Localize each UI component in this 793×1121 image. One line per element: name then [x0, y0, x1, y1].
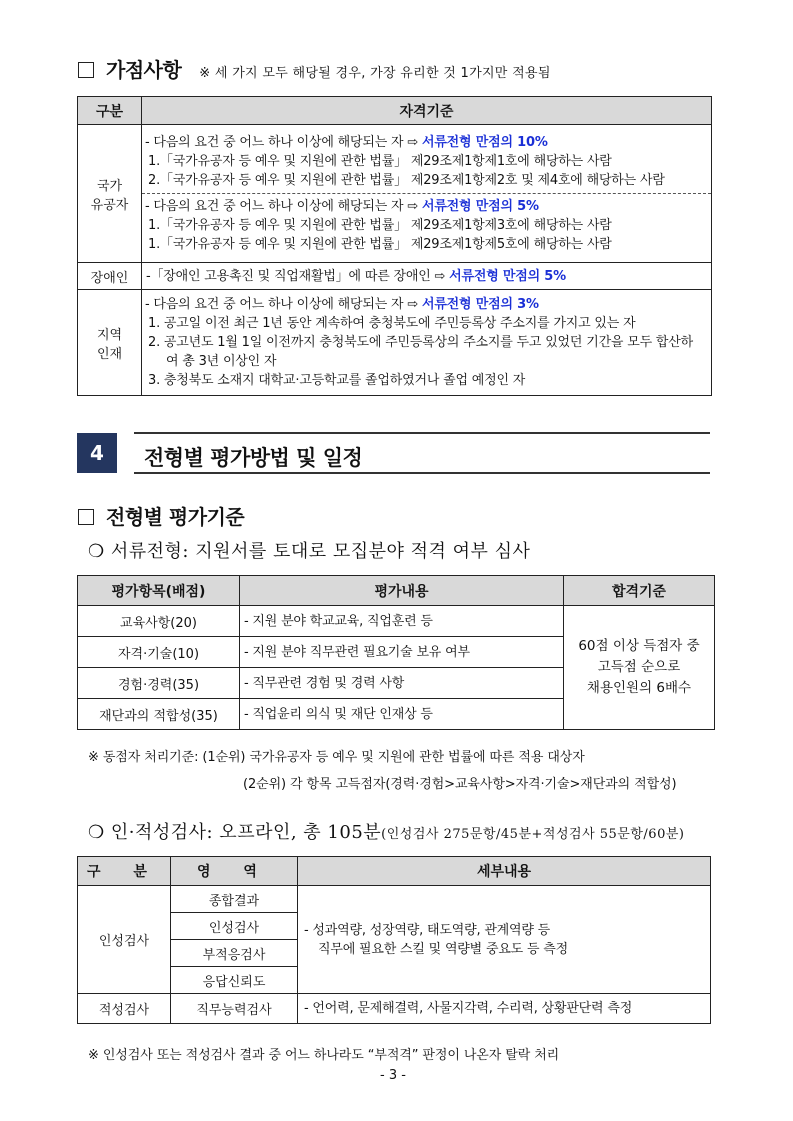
section-number-badge: 4 [77, 433, 117, 473]
tie-note-1: ※ 동점자 처리기준: (1순위) 국가유공자 등 예우 및 지원에 관한 법률에 따른 적용 대상자 [88, 750, 585, 765]
bonus-title: 가점사항 [106, 58, 182, 82]
personality-area: 인성검사 [171, 913, 298, 940]
criteria-content: - 지원 분야 학교교육, 직업훈련 등 [240, 606, 564, 637]
veteran-block1-item: 1.「국가유공자 등 예우 및 지원에 관한 법률」 제29조제1항제1호에 해당하는 사람 [148, 154, 612, 169]
disabled-criteria: -「장애인 고용촉진 및 직업재활법」에 따른 장애인 ⇨ 서류전형 만점의 5% [142, 263, 712, 290]
doc-screening-line: ❍ 서류전형: 지원서를 토대로 모집분야 적격 여부 심사 [88, 541, 531, 562]
section-bottom-rule [134, 472, 710, 474]
veteran-block2-item: 1.「국가유공자 등 예우 및 지원에 관한 법률」 제29조제1항제5호에 해당하는 사람 [148, 237, 612, 252]
local-score: 서류전형 만점의 3% [421, 297, 539, 312]
criteria-header-item: 평가항목(배점) [78, 576, 240, 606]
veteran-criteria [142, 125, 712, 263]
veteran-label: 국가 유공자 [78, 125, 142, 263]
personality-area: 부적응검사 [171, 940, 298, 967]
criteria-item: 경험·경력(35) [78, 668, 240, 699]
criteria-content: - 직업윤리 의식 및 재단 인재상 등 [240, 699, 564, 730]
personality-detail: - 성과역량, 성장역량, 태도역량, 관계역량 등 직무에 필요한 스킬 및 역량별 중요도 등 측정 [298, 886, 711, 994]
veteran-block1-score: 서류전형 만점의 10% [421, 135, 548, 150]
aptitude-header-detail: 세부내용 [298, 857, 711, 886]
checkbox-square-icon [78, 62, 94, 78]
criteria-header-content: 평가내용 [240, 576, 564, 606]
criteria-content: - 지원 분야 직무관련 필요기술 보유 여부 [240, 637, 564, 668]
criteria-header-pass: 합격기준 [564, 576, 715, 606]
bonus-note: ※ 세 가지 모두 해당될 경우, 가장 유리한 것 1가지만 적용됨 [199, 66, 551, 81]
section-top-rule [134, 432, 710, 434]
veteran-block1-lead: - 다음의 요건 중 어느 하나 이상에 해당되는 자 ⇨ 서류전형 만점의 10% [145, 135, 548, 150]
aptitude-area: 직무능력검사 [171, 994, 298, 1024]
bonus-header-criteria: 자격기준 [142, 97, 712, 125]
aptitude-table [77, 856, 711, 1024]
criteria-title: 전형별 평가기준 [106, 505, 245, 529]
aptitude-header-area: 영 역 [171, 857, 298, 886]
criteria-heading [78, 501, 244, 530]
veteran-block2-item: 1.「국가유공자 등 예우 및 지원에 관한 법률」 제29조제1항제3호에 해당하는 사람 [148, 218, 612, 233]
bonus-heading [78, 54, 551, 83]
veteran-block1-item: 2.「국가유공자 등 예우 및 지원에 관한 법률」 제29조제1항제2호 및 제4호에 해당하는 사람 [148, 173, 665, 188]
criteria-item: 자격·기술(10) [78, 637, 240, 668]
tie-note-2: (2순위) 각 항목 고득점자(경력·경험>교육사항>자격·기술>재단과의 적합성) [243, 777, 677, 792]
aptitude-label: 적성검사 [78, 994, 171, 1024]
page-number: - 3 - [380, 1068, 406, 1083]
personality-label: 인성검사 [78, 886, 171, 994]
pass-criteria: 60점 이상 득점자 중 고득점 순으로 채용인원의 6배수 [564, 606, 715, 730]
criteria-content: - 직무관련 경험 및 경력 사항 [240, 668, 564, 699]
personality-area: 종합결과 [171, 886, 298, 913]
doc-screening-table [77, 575, 715, 730]
local-item: 2. 공고년도 1월 1일 이전까지 충청북도에 주민등록상의 주소지를 두고 있었던 기간을 모두 합산하여 총 3년 이상인 자 [148, 335, 693, 369]
veteran-block2-lead: - 다음의 요건 중 어느 하나 이상에 해당되는 자 ⇨ 서류전형 만점의 5% [145, 199, 539, 214]
personality-area: 응답신뢰도 [171, 967, 298, 994]
bonus-table [77, 96, 712, 396]
local-criteria [142, 290, 712, 396]
local-label: 지역 인재 [78, 290, 142, 396]
veteran-block2-score: 서류전형 만점의 5% [421, 199, 539, 214]
criteria-item: 교육사항(20) [78, 606, 240, 637]
disabled-label: 장애인 [78, 263, 142, 290]
aptitude-detail: - 언어력, 문제해결력, 사물지각력, 수리력, 상황판단력 측정 [298, 994, 711, 1024]
bonus-header-category: 구분 [78, 97, 142, 125]
criteria-item: 재단과의 적합성(35) [78, 699, 240, 730]
aptitude-heading: ❍ 인·적성검사: 오프라인, 총 105분(인성검사 275문항/45분+적성검사 55문항/60분) [88, 822, 685, 843]
checkbox-square-icon [78, 509, 94, 525]
section-title: 전형별 평가방법 및 일정 [144, 446, 363, 470]
fail-note: ※ 인성검사 또는 적성검사 결과 중 어느 하나라도 “부적격” 판정이 나온자 탈락 처리 [88, 1048, 560, 1063]
aptitude-header-category: 구 분 [78, 857, 171, 886]
disabled-score: 서류전형 만점의 5% [449, 268, 566, 284]
local-item: 3. 충청북도 소재지 대학교·고등학교를 졸업하였거나 졸업 예정인 자 [148, 373, 526, 388]
local-lead: - 다음의 요건 중 어느 하나 이상에 해당되는 자 ⇨ 서류전형 만점의 3% [145, 297, 539, 312]
local-item: 1. 공고일 이전 최근 1년 동안 계속하여 충청북도에 주민등록상 주소지를 가지고 있는 자 [148, 316, 636, 331]
